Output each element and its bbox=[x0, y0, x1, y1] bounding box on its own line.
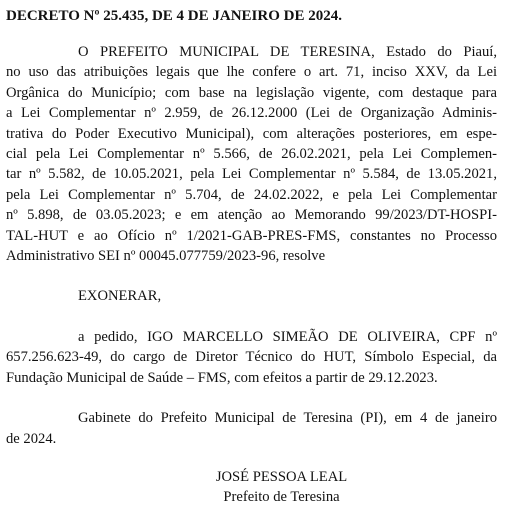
closing-line: de 2024. bbox=[6, 430, 57, 447]
decree-verb: EXONERAR, bbox=[78, 288, 162, 305]
preamble-line: trativa do Poder Executivo Municipal), com alterações posteriores, em espe- bbox=[6, 125, 497, 142]
body-line: a pedido, IGO MARCELLO SIMEÃO DE OLIVEIRA, CPF nº bbox=[78, 328, 497, 345]
preamble-line: a Lei Complementar nº 2.959, de 26.12.2000 (Lei de Organização Adminis- bbox=[6, 105, 497, 122]
decree-body bbox=[6, 327, 497, 388]
preamble-line: tar nº 5.582, de 10.05.2021, pela Lei Complementar nº 5.584, de 13.05.2021, bbox=[6, 166, 497, 183]
signature-block bbox=[6, 467, 497, 507]
signatory-role: Prefeito de Teresina bbox=[223, 488, 340, 505]
decree-document bbox=[6, 0, 497, 507]
decree-preamble bbox=[6, 42, 497, 266]
body-line: 657.256.623-49, do cargo de Diretor Técnico do HUT, Símbolo Especial, da bbox=[6, 349, 497, 366]
preamble-line: cial pela Lei Complementar nº 5.566, de 26.02.2021, pela Lei Complemen- bbox=[6, 146, 497, 163]
decree-closing bbox=[6, 408, 497, 449]
preamble-line: nº 5.898, de 03.05.2023; e em atenção ao Memorando 99/2023/DT-HOSPI- bbox=[6, 207, 497, 224]
preamble-line: no uso das atribuições legais que lhe confere o art. 71, inciso XXV, da Lei bbox=[6, 64, 497, 81]
preamble-line: pela Lei Complementar nº 5.704, de 24.02.2022, e pela Lei Complementar bbox=[6, 186, 497, 203]
preamble-line: TAL-HUT e ao Ofício nº 1/2021-GAB-PRES-FMS, constantes no Processo bbox=[6, 227, 497, 244]
preamble-line: Orgânica do Município; com base na legislação vigente, com destaque para bbox=[6, 84, 497, 101]
body-line: Fundação Municipal de Saúde – FMS, com efeitos a partir de 29.12.2023. bbox=[6, 369, 438, 386]
signatory-name: JOSÉ PESSOA LEAL bbox=[215, 468, 348, 485]
preamble-line: O PREFEITO MUNICIPAL DE TERESINA, Estado do Piauí, bbox=[78, 44, 497, 60]
preamble-line: Administrativo SEI nº 00045.077759/2023-96, resolve bbox=[6, 248, 326, 265]
closing-line: Gabinete do Prefeito Municipal de Teresina (PI), em 4 de janeiro bbox=[78, 410, 497, 427]
decree-title: DECRETO Nº 25.435, DE 4 DE JANEIRO DE 2024. bbox=[6, 8, 342, 24]
